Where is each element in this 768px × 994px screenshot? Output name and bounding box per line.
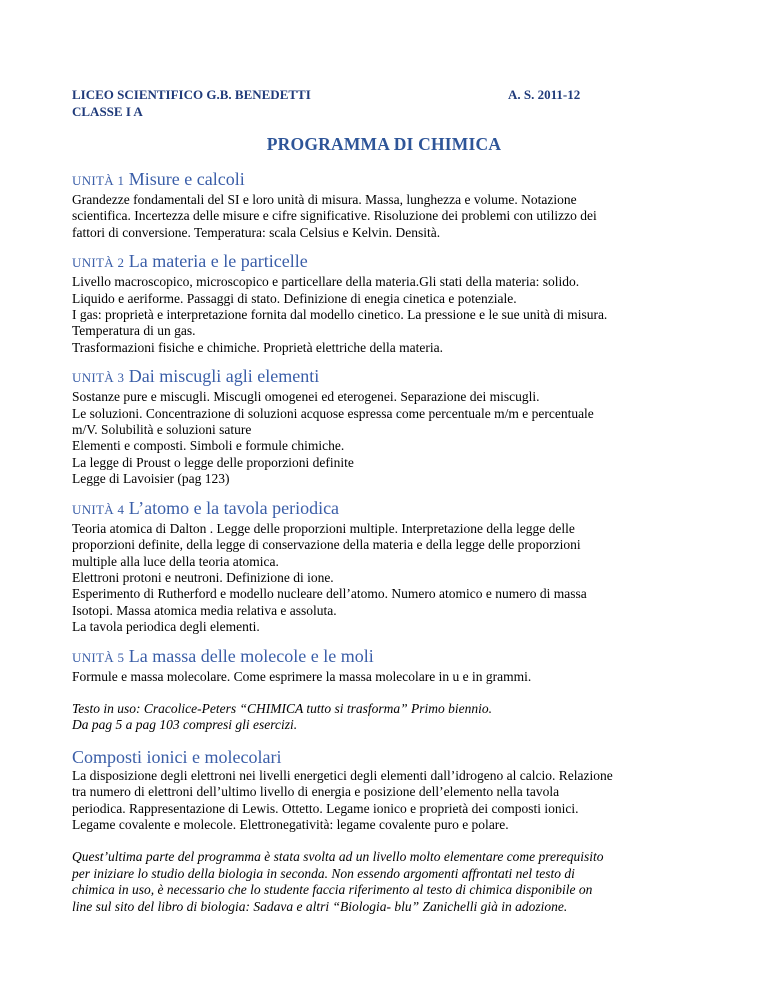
text-line: I gas: proprietà e interpretazione fornita dal modello cinetico. La pressione e le sue unità di misura. [72,307,608,323]
text-line: line sul sito del libro di biologia: Sadava e altri “Biologia- blu” Zanichelli già in adozione. [72,898,568,914]
text-line: scientifica. Incertezza delle misure e cifre significative. Risoluzione dei problemi con utilizzo dei [72,208,597,224]
closing-note [72,849,696,915]
text-line: La disposizione degli elettroni nei livelli energetici degli elementi dall’idrogeno al calcio. Relazione [72,767,613,783]
extra-heading: Composti ionici e molecolari [72,746,282,767]
unit-label: UNITÀ 4 [72,501,125,517]
unit-name: La massa delle molecole e le moli [128,645,374,666]
unit-section-4 [72,497,696,636]
text-line: multiple alla luce della teoria atomica. [72,553,279,569]
text-line: chimica in uso, è necessario che lo studente faccia riferimento al testo di chimica disponibile on [72,882,593,898]
unit-body [72,192,696,241]
unit-label: UNITÀ 3 [72,370,125,386]
unit-section-5 [72,645,696,685]
unit-heading [72,645,696,669]
extra-body [72,768,696,834]
unit-label: UNITÀ 1 [72,173,125,188]
unit-name: Dai miscugli agli elementi [128,366,320,387]
text-line: Temperatura di un gas. [72,323,196,339]
unit-name: L’atomo e la tavola periodica [128,497,340,518]
text-line: Quest’ultima parte del programma è stata svolta ad un livello molto elementare come prerequisito [72,849,604,865]
text-line: Liquido e aeriforme. Passaggi di stato. Definizione di enegia cinetica e potenziale. [72,290,517,306]
text-line: Elettroni protoni e neutroni. Definizione di ione. [72,569,334,585]
text-line: La tavola periodica degli elementi. [72,619,260,635]
school-year: A. S. 2011-12 [508,87,581,102]
text-line: Grandezze fondamentali del SI e loro unità di misura. Massa, lunghezza e volume. Notazione [72,192,577,207]
unit-section-1 [72,168,696,241]
unit-name: Misure e calcoli [128,169,245,189]
text-line: fattori di conversione. Temperatura: scala Celsius e Kelvin. Densità. [72,224,441,240]
unit-body [72,274,696,356]
text-line: tra numero di elettroni dell’ultimo livello di energia e posizione dell’elemento nella tavola [72,784,560,800]
unit-section-3 [72,365,696,487]
unit-body [72,389,696,487]
text-line: Esperimento di Rutherford e modello nucleare dell’atomo. Numero atomico e numero di massa [72,586,587,602]
text-line: periodica. Rappresentazione di Lewis. Ottetto. Legame ionico e proprietà dei composti ionici. [72,800,579,816]
unit-label: UNITÀ 5 [72,649,125,665]
text-line: proporzioni definite, della legge di conservazione della materia e della legge delle proporzioni [72,537,581,553]
unit-heading [72,250,696,274]
unit-body [72,521,696,636]
unit-body [72,669,696,685]
text-line: Sostanze pure e miscugli. Miscugli omogenei ed eterogenei. Separazione dei miscugli. [72,389,540,405]
text-line: Teoria atomica di Dalton . Legge delle proporzioni multiple. Interpretazione della legge delle [72,520,575,536]
text-line: Legame covalente e molecole. Elettronegatività: legame covalente puro e polare. [72,816,509,832]
text-line: Trasformazioni fisiche e chimiche. Proprietà elettriche della materia. [72,339,443,355]
unit-heading [72,497,696,521]
text-line: Formule e massa molecolare. Come esprimere la massa molecolare in u e in grammi. [72,668,532,684]
text-line: Livello macroscopico, microscopico e particellare della materia.Gli stati della materia: solido. [72,274,580,290]
unit-label: UNITÀ 2 [72,255,125,271]
unit-name: La materia e le particelle [128,251,308,272]
text-line: m/V. Solubilità e soluzioni sature [72,422,252,438]
school-name: LICEO SCIENTIFICO G.B. BENEDETTI [72,87,311,102]
textbook-note [72,701,696,734]
text-line: Elementi e composti. Simboli e formule chimiche. [72,438,345,454]
unit-heading [72,365,696,389]
text-line: per iniziare lo studio della biologia in seconda. Non essendo argomenti affrontati nel testo di [72,865,575,881]
text-line: Legge di Lavoisier (pag 123) [72,471,230,487]
class-name: CLASSE I A [72,104,143,119]
document-content [72,168,696,915]
text-line: Da pag 5 a pag 103 compresi gli esercizi. [72,717,298,733]
text-line: Isotopi. Massa atomica media relativa e assoluta. [72,602,337,618]
text-line: La legge di Proust o legge delle proporzioni definite [72,454,354,470]
unit-heading [72,168,696,192]
unit-section-2 [72,250,696,356]
extra-section [72,746,696,834]
text-line: Testo in uso: Cracolice-Peters “CHIMICA tutto si trasforma” Primo biennio. [72,700,493,716]
text-line: Le soluzioni. Concentrazione di soluzioni acquose espressa come percentuale m/m e percentuale [72,405,594,421]
page-title: PROGRAMMA DI CHIMICA [266,134,502,154]
